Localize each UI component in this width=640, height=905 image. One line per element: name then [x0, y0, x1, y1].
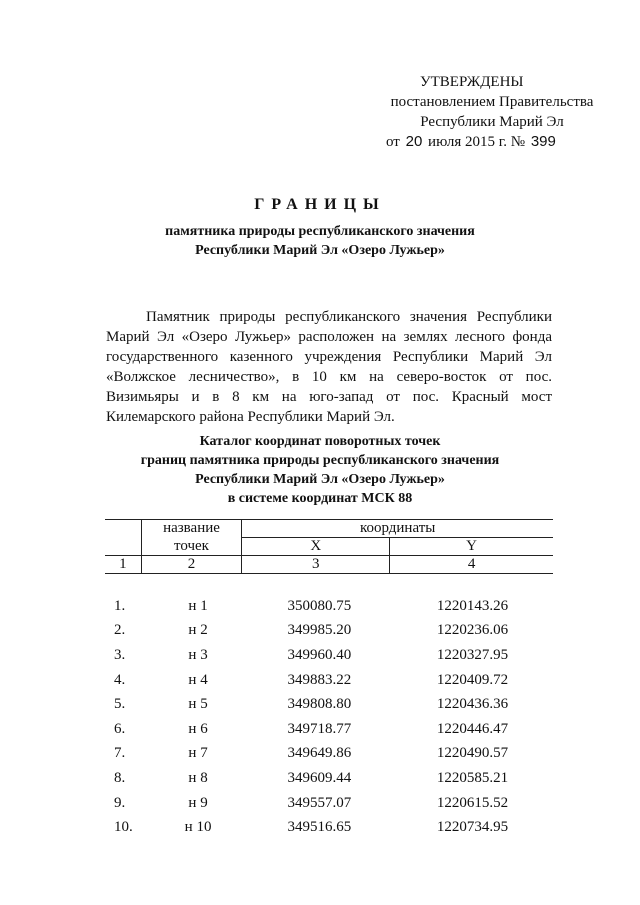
num: 8.: [114, 769, 126, 786]
coord-y: 1220327.95: [436, 646, 509, 663]
coord-x: 350080.75: [287, 597, 352, 614]
table-row: [105, 594, 553, 619]
point-name: н 8: [188, 769, 208, 786]
coord-x: 349985.20: [287, 622, 352, 639]
coord-y: 1220446.47: [436, 720, 509, 737]
table-row: [105, 766, 553, 791]
num: 4.: [114, 671, 126, 688]
approval-decree-line: постановлением Правительства: [390, 94, 594, 110]
header-x: X: [242, 538, 390, 556]
approval-date-line: [372, 132, 612, 152]
header-name-line2: точек: [141, 538, 242, 556]
coord-y: 1220585.21: [436, 769, 509, 786]
header-colnum-1: 1: [105, 556, 141, 574]
header-coordinates: координаты: [242, 520, 553, 538]
coord-y: 1220143.26: [436, 597, 509, 614]
num: 3.: [114, 646, 126, 663]
point-name: н 3: [188, 646, 208, 663]
header-empty-cell: [105, 520, 141, 556]
point-name: н 7: [188, 745, 208, 762]
table-row: [105, 668, 553, 693]
coord-x: 349960.40: [287, 646, 352, 663]
document-subtitle: [0, 222, 640, 260]
body-paragraph: Памятник природы республиканского значения Республики Марий Эл «Озеро Лужьер» расположен на землях лесного фонда государственного казенного учреждения Республики Марий Эл «Волжское лесничество», в 10 км на северо-восток от пос. Визимьяры и в 8 км на юго-запад от пос. Красный мост Килемарского района Республики Марий Эл.: [106, 309, 552, 425]
coordinates-table-header: [105, 519, 553, 574]
coord-x: 349609.44: [287, 769, 352, 786]
table-row: [105, 791, 553, 816]
coordinates-table-body: [105, 594, 553, 840]
coord-y: 1220409.72: [436, 671, 509, 688]
header-name-line1: название: [141, 520, 242, 538]
coord-x: 349808.80: [287, 696, 352, 713]
decree-number: 399: [530, 133, 556, 150]
point-name: н 5: [188, 696, 208, 713]
subtitle-line-1: памятника природы республиканского значения: [165, 224, 475, 239]
coord-y: 1220436.36: [436, 696, 509, 713]
point-name: н 6: [188, 720, 208, 737]
header-colnum-2: 2: [141, 556, 242, 574]
coord-y: 1220490.57: [436, 745, 509, 762]
num: 9.: [114, 794, 126, 811]
num: 7.: [114, 745, 126, 762]
date-rest: июля 2015 г. №: [428, 134, 526, 150]
catalog-line-1: Каталог координат поворотных точек: [199, 434, 441, 449]
table-row: [105, 692, 553, 717]
approval-title: УТВЕРЖДЕНЫ: [420, 74, 524, 90]
num: 2.: [114, 622, 126, 639]
coord-x: 349718.77: [287, 720, 352, 737]
num: 1.: [114, 597, 126, 614]
coord-x: 349649.86: [287, 745, 352, 762]
point-name: н 10: [184, 819, 212, 836]
point-name: н 2: [188, 622, 208, 639]
coord-x: 349557.07: [287, 794, 352, 811]
point-name: н 1: [188, 597, 208, 614]
date-day: 20: [405, 133, 423, 150]
approval-republic-line: Республики Марий Эл: [420, 114, 564, 130]
point-name: н 4: [188, 671, 208, 688]
subtitle-line-2: Республики Марий Эл «Озеро Лужьер»: [195, 243, 445, 258]
num: 5.: [114, 696, 126, 713]
catalog-line-3: Республики Марий Эл «Озеро Лужьер»: [195, 472, 445, 487]
table-row: [105, 643, 553, 668]
catalog-heading: [0, 432, 640, 508]
num: 6.: [114, 720, 126, 737]
document-title: ГРАНИЦЫ: [254, 196, 386, 213]
approval-block: [372, 72, 612, 152]
table-row: [105, 742, 553, 767]
date-prefix: от: [386, 134, 400, 150]
point-name: н 9: [188, 794, 208, 811]
table-row: [105, 815, 553, 840]
coord-x: 349516.65: [287, 819, 352, 836]
coord-x: 349883.22: [287, 671, 352, 688]
catalog-line-4: в системе координат МСК 88: [227, 491, 413, 506]
num: 10.: [114, 819, 133, 836]
coord-y: 1220236.06: [436, 622, 509, 639]
coord-y: 1220615.52: [436, 794, 509, 811]
header-colnum-4: 4: [390, 556, 553, 574]
catalog-line-2: границ памятника природы республиканского значения: [140, 453, 500, 468]
header-colnum-3: 3: [242, 556, 390, 574]
header-y: Y: [466, 538, 478, 554]
table-row: [105, 619, 553, 644]
coord-y: 1220734.95: [436, 819, 509, 836]
table-row: [105, 717, 553, 742]
